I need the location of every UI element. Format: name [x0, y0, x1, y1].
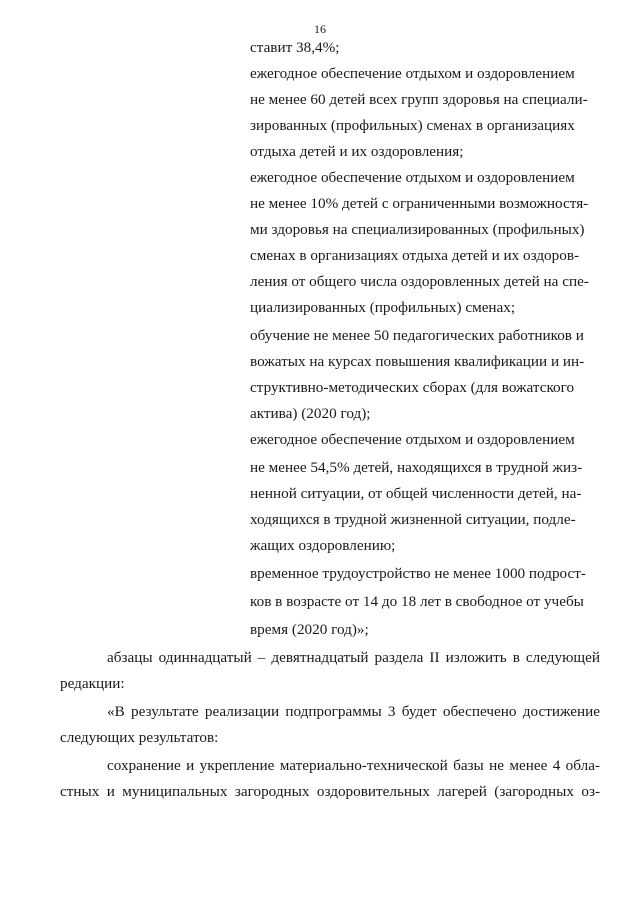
- text-line: время (2020 год)»;: [250, 621, 369, 638]
- text-line: ежегодное обеспечение отдыхом и оздоровлением: [250, 431, 575, 448]
- text-line: структивно-методических сборах (для вожатского: [250, 379, 575, 396]
- text-line: ежегодное обеспечение отдыхом и оздоровлением: [250, 65, 575, 82]
- text-line: ежегодное обеспечение отдыхом и оздоровлением: [250, 169, 575, 186]
- text-line: сменах в организациях отдыха детей и их оздоров-: [250, 247, 580, 264]
- text-line: зированных (профильных) сменах в организациях: [250, 117, 575, 134]
- text-line: ненной ситуации, от общей численности детей, на-: [250, 485, 582, 502]
- text-line: ставит 38,4%;: [250, 39, 340, 56]
- text-line: циализированных (профильных) сменах;: [250, 299, 516, 316]
- text-line: не менее 10% детей с ограниченными возможностя-: [250, 195, 589, 212]
- text-line: жащих оздоровлению;: [250, 537, 396, 554]
- text-line: обучение не менее 50 педагогических работников и: [250, 327, 584, 344]
- text-line: не менее 54,5% детей, находящихся в трудной жиз-: [250, 459, 583, 476]
- text-line: не менее 60 детей всех групп здоровья на специали-: [250, 91, 588, 108]
- text-line: временное трудоустройство не менее 1000 подрост-: [250, 565, 586, 582]
- text-line: стных и муниципальных загородных оздоровительных лагерей (загородных оз-: [60, 783, 600, 800]
- text-line: редакции:: [60, 675, 125, 692]
- text-line: абзацы одиннадцатый – девятнадцатый раздела II изложить в следующей: [107, 649, 600, 666]
- text-line: ления от общего числа оздоровленных детей на спе-: [250, 273, 589, 290]
- text-line: ми здоровья на специализированных (профильных): [250, 221, 585, 238]
- text-line: сохранение и укрепление материально-технической базы не менее 4 обла-: [107, 757, 600, 774]
- text-line: ходящихся в трудной жизненной ситуации, подле-: [250, 511, 576, 528]
- text-line: отдыха детей и их оздоровления;: [250, 143, 464, 160]
- text-line: ков в возрасте от 14 до 18 лет в свободное от учебы: [250, 593, 584, 610]
- text-line: актива) (2020 год);: [250, 405, 371, 422]
- text-line: «В результате реализации подпрограммы 3 будет обеспечено достижение: [107, 703, 600, 720]
- text-line: вожатых на курсах повышения квалификации и ин-: [250, 353, 585, 370]
- page-number: 16: [314, 22, 326, 36]
- text-line: следующих результатов:: [60, 729, 219, 746]
